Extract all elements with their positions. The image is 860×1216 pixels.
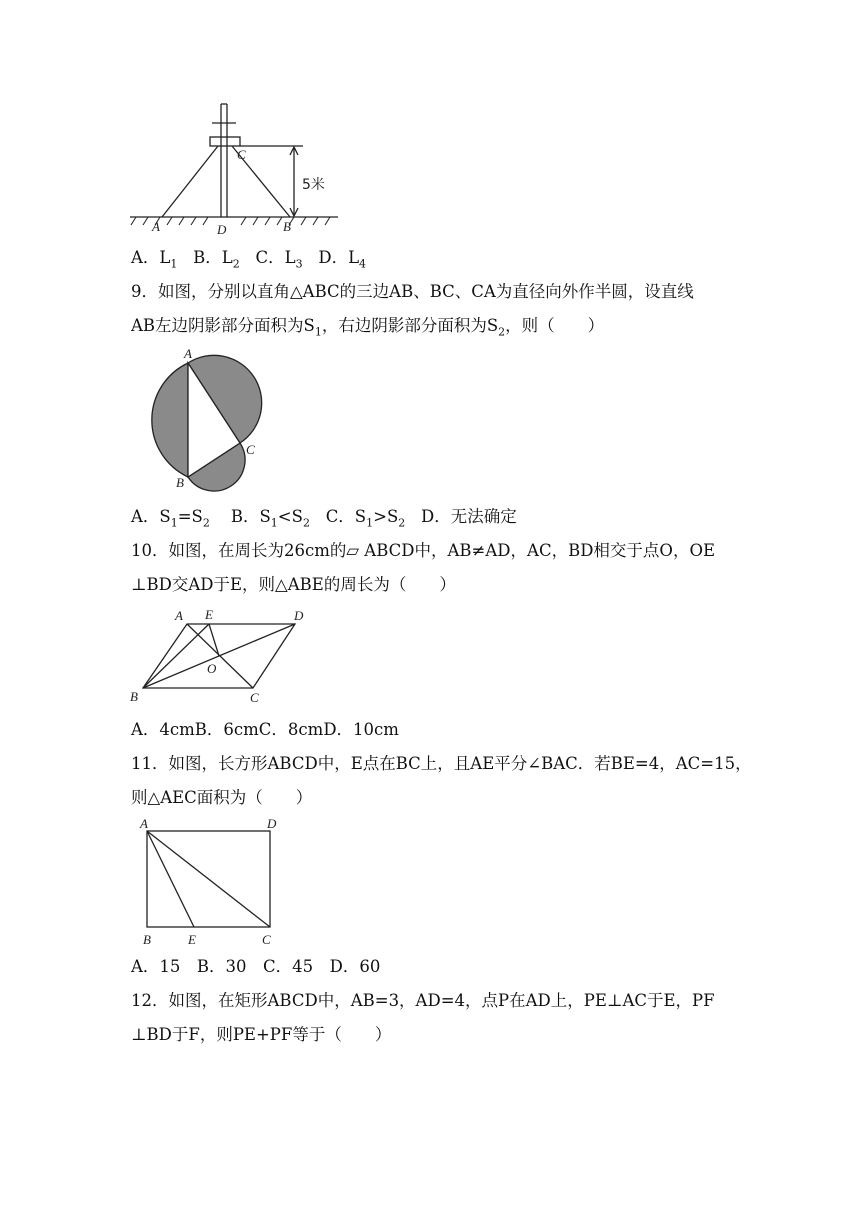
q9-option-a: A．S <box>131 507 171 526</box>
q11-segment-ae <box>147 831 194 927</box>
q10-stem-line1: 10．如图，在周长为26cm的▱ ABCD中，AB≠AD，AC，BD相交于点O，OE <box>131 541 716 560</box>
q10-options: A．4cmB．6cmC．8cmD．10cm <box>131 720 399 739</box>
q8-option-d-letter: D． <box>318 248 349 267</box>
q8-label-c: C <box>237 147 246 162</box>
q8-option-b-sub: 2 <box>232 257 240 271</box>
q9-line2-sub1: 1 <box>314 325 322 339</box>
q10-segment-be <box>143 624 209 688</box>
q12-stem-line1: 12．如图，在矩形ABCD中，AB=3，AD=4，点P在AD上，PE⊥AC于E，PF <box>131 991 715 1010</box>
q10-label-a: A <box>175 608 183 623</box>
q9-option-a-sub1: 1 <box>170 516 178 530</box>
q9-option-b-sub2: 2 <box>302 516 310 530</box>
q8-option-b-base: L <box>221 248 233 267</box>
q9-option-b: B．S <box>230 507 271 526</box>
ground-hatching <box>131 217 330 225</box>
q9-option-c-sub1: 1 <box>366 516 374 530</box>
q9-label-c: C <box>246 442 255 457</box>
q10-stem-line2: ⊥BD交AD于E，则△ABE的周长为（ ） <box>131 575 456 594</box>
q10-label-b: B <box>130 689 138 704</box>
q9-line2-sub2: 2 <box>498 325 506 339</box>
q9-option-b-lt: <S <box>277 507 303 526</box>
q8-option-c-sub: 3 <box>295 257 303 271</box>
q9-option-a-sub2: 2 <box>202 516 210 530</box>
q9-option-c-gt: >S <box>373 507 399 526</box>
q8-option-a-base: L <box>159 248 171 267</box>
q11-label-e: E <box>188 932 196 947</box>
wire-left <box>162 146 218 217</box>
q9-option-c-sub2: 2 <box>398 516 406 530</box>
q9-option-a-eq: =S <box>177 507 203 526</box>
q9-line2-c: ，则（ ） <box>505 316 605 335</box>
q10-figure <box>127 606 312 708</box>
q11-label-b: B <box>143 932 151 947</box>
q9-option-d: D．无法确定 <box>421 507 517 526</box>
q8-figure <box>128 100 343 242</box>
q10-segment-oe <box>209 624 219 656</box>
q8-option-c-letter: C． <box>255 248 285 267</box>
q9-left-shaded-region <box>152 363 188 477</box>
pole-bracket <box>210 137 240 146</box>
q9-label-a: A <box>184 347 192 361</box>
q8-option-b-letter: B． <box>193 248 222 267</box>
q10-label-e: E <box>205 607 213 622</box>
q8-label-d: D <box>217 222 227 237</box>
q8-height-label: 5米 <box>302 177 325 193</box>
q8-option-c-base: L <box>284 248 296 267</box>
q8-option-d-base: L <box>348 248 360 267</box>
q11-stem-line2: 则△AEC面积为（ ） <box>131 788 313 807</box>
q11-options: A．15 B．30 C．45 D．60 <box>131 957 381 976</box>
q9-options <box>131 507 517 533</box>
q9-line2-a: AB左边阴影部分面积为S <box>131 316 315 335</box>
q9-option-c: C．S <box>325 507 367 526</box>
q9-line2-b: ，右边阴影部分面积为S <box>321 316 499 335</box>
q12-stem-line2: ⊥BD于F，则PE+PF等于（ ） <box>131 1025 392 1044</box>
q8-option-a-letter: A． <box>131 248 160 267</box>
q11-segment-ac <box>147 831 270 927</box>
q11-label-c: C <box>262 932 271 947</box>
q8-options <box>131 248 366 274</box>
q8-label-a: A <box>152 219 160 234</box>
q11-figure <box>130 813 290 953</box>
q8-option-d-sub: 4 <box>359 257 367 271</box>
q10-label-o: O <box>207 661 217 676</box>
q9-label-b: B <box>176 475 184 490</box>
q9-figure <box>126 347 276 497</box>
q11-stem-line1: 11．如图，长方形ABCD中，E点在BC上，且AE平分∠BAC．若BE=4，AC=15， <box>131 754 752 773</box>
q8-label-b: B <box>283 219 291 234</box>
q9-stem-line2 <box>131 316 604 342</box>
q9-stem-line1: 9．如图，分别以直角△ABC的三边AB、BC、CA为直径向外作半圆，设直线 <box>131 282 694 301</box>
q11-label-d: D <box>267 816 277 831</box>
q8-option-a-sub: 1 <box>170 257 178 271</box>
q9-option-b-sub1: 1 <box>270 516 278 530</box>
q10-label-c: C <box>250 690 259 705</box>
q10-label-d: D <box>294 608 304 623</box>
q11-label-a: A <box>140 816 148 831</box>
